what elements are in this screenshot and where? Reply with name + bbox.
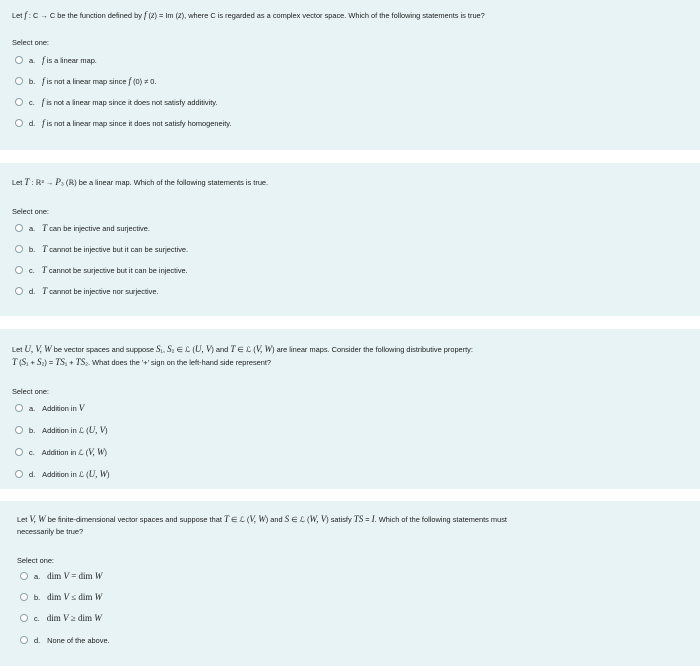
question-text-line-1: Let U, V, W be vector spaces and suppose S₁, S₂ ∈ ℒ (U, V) and T ∈ ℒ (V, W) are linear maps. Consider the following distributive property: <box>12 344 473 354</box>
question-card-2 <box>0 163 700 316</box>
option-d[interactable]: d. T cannot be injective nor surjective. <box>15 285 159 297</box>
select-one-label: Select one: <box>12 207 49 216</box>
radio-button[interactable] <box>20 593 28 601</box>
radio-button[interactable] <box>20 614 28 622</box>
option-d[interactable]: d. None of the above. <box>20 634 110 646</box>
radio-button[interactable] <box>15 266 23 274</box>
radio-button[interactable] <box>15 426 23 434</box>
radio-button[interactable] <box>15 470 23 478</box>
radio-button[interactable] <box>15 119 23 127</box>
question-card-1 <box>0 0 700 150</box>
question-card-3 <box>0 329 700 489</box>
radio-button[interactable] <box>15 98 23 106</box>
option-c[interactable]: c. T cannot be surjective but it can be injective. <box>15 264 188 276</box>
radio-button[interactable] <box>15 287 23 295</box>
option-b[interactable]: b. Addition in ℒ (U, V) <box>15 424 108 436</box>
question-card-4 <box>0 501 700 666</box>
option-b[interactable]: b. dim V ≤ dim W <box>20 591 102 603</box>
option-c[interactable]: c. dim V ≥ dim W <box>20 612 102 624</box>
option-a[interactable]: a. Addition in V <box>15 402 84 414</box>
question-text: Let f : C → C be the function defined by f (z) = Im (z), where C is regarded as a complex vector space. Which of the following statements is true? <box>12 10 485 20</box>
radio-button[interactable] <box>15 56 23 64</box>
select-one-label: Select one: <box>17 556 54 565</box>
question-text-line-2: necessarily be true? <box>17 527 84 536</box>
question-text-line-2: T (S₁ + S₂) = TS₁ + TS₂. What does the '+' sign on the left-hand side represent? <box>12 357 272 367</box>
option-b[interactable]: b. T cannot be injective but it can be surjective. <box>15 243 188 255</box>
option-d[interactable]: d. f is not a linear map since it does not satisfy homogeneity. <box>15 117 231 129</box>
radio-button[interactable] <box>15 448 23 456</box>
radio-button[interactable] <box>15 404 23 412</box>
option-c[interactable]: c. Addition in ℒ (V, W) <box>15 446 107 458</box>
option-d[interactable]: d. Addition in ℒ (U, W) <box>15 468 110 480</box>
select-one-label: Select one: <box>12 387 49 396</box>
option-a[interactable]: a. T can be injective and surjective. <box>15 222 150 234</box>
option-b[interactable]: b. f is not a linear map since f (0) ≠ 0. <box>15 75 156 87</box>
select-one-label: Select one: <box>12 38 49 47</box>
radio-button[interactable] <box>15 224 23 232</box>
option-c[interactable]: c. f is not a linear map since it does not satisfy additivity. <box>15 96 217 108</box>
question-text-line-1: Let V, W be finite-dimensional vector spaces and suppose that T ∈ ℒ (V, W) and S ∈ ℒ (W, V) satisfy TS = I. Which of the following statements must <box>17 514 507 524</box>
radio-button[interactable] <box>15 77 23 85</box>
option-a[interactable]: a. f is a linear map. <box>15 54 97 66</box>
option-a[interactable]: a. dim V = dim W <box>20 570 102 582</box>
radio-button[interactable] <box>20 636 28 644</box>
radio-button[interactable] <box>20 572 28 580</box>
question-text: Let T : ℝ³ → P₃ (ℝ) be a linear map. Which of the following statements is true. <box>12 177 269 187</box>
radio-button[interactable] <box>15 245 23 253</box>
